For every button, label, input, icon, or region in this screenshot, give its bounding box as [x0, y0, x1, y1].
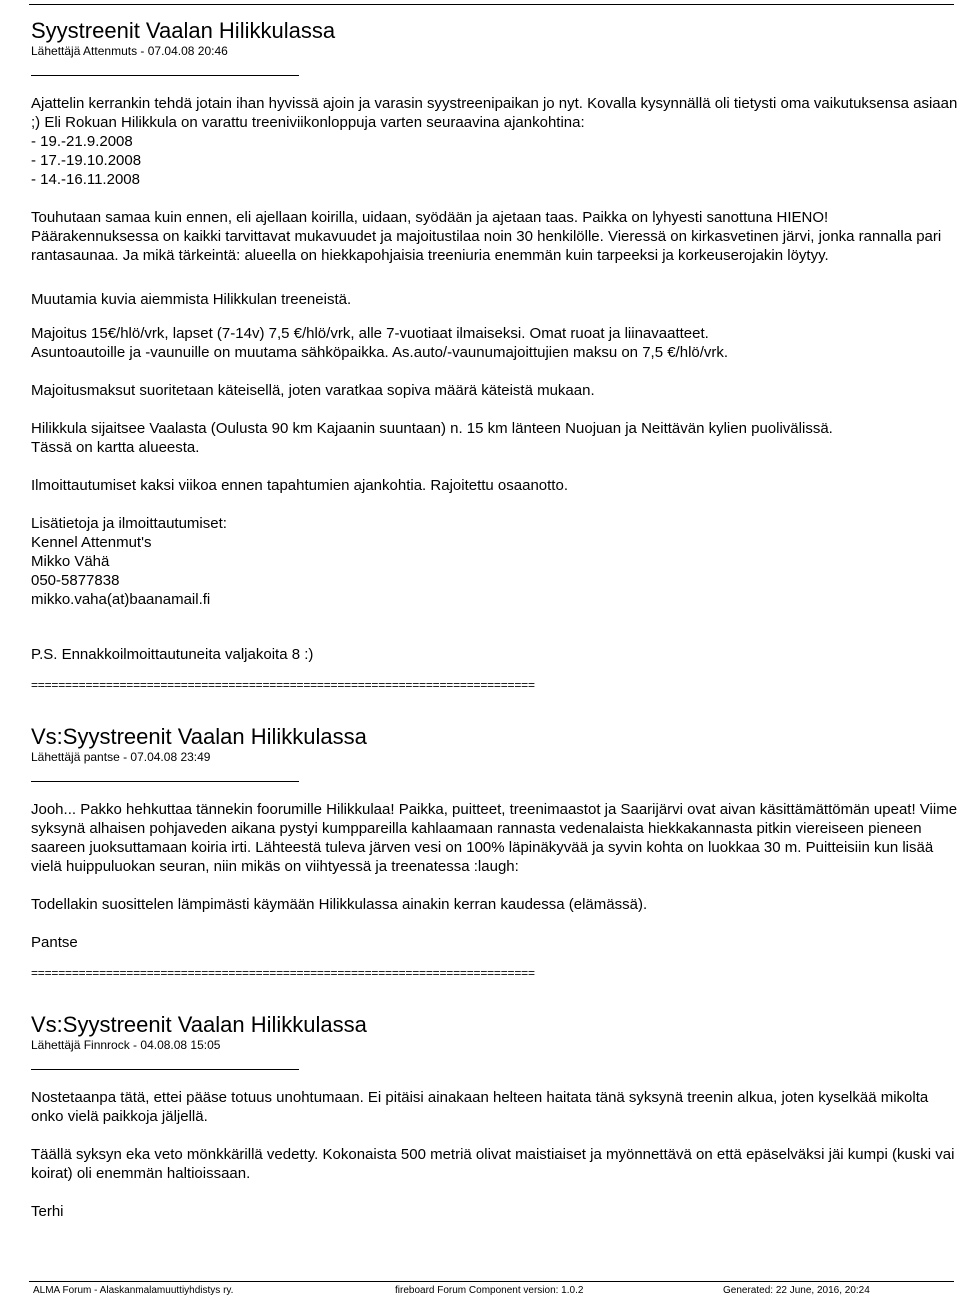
post-paragraph: Majoitusmaksut suoritetaan käteisellä, joten varatkaa sopiva määrä käteistä mukaan.	[31, 382, 595, 399]
post-separator: ==========================================================================	[31, 966, 535, 980]
post-divider	[31, 781, 299, 782]
post-paragraph: Lisätietoja ja ilmoittautumiset: Kennel Attenmut's Mikko Vähä 050-5877838 mikko.vaha(at)baanamail.fi	[31, 515, 227, 608]
post-paragraph: Touhutaan samaa kuin ennen, eli ajellaan koirilla, uidaan, syödään ja ajetaan taas. Paikka on lyhyesti sanottuna HIENO! Päärakennuksessa on kaikki tarvittavat mukavuudet ja majoitustilaa noin 30 henkilölle. Vieressä on kirkasvetinen järvi, jonka rannalla pari rantasaunaa. Ja mikä tärkeintä: alueella on hiekkapohjaisia treeniuria enemmän kuin tarpeeksi ja korkeuserojakin löytyy.	[31, 209, 942, 264]
post-paragraph: Täällä syksyn eka veto mönkkärillä vedetty. Kokonaista 500 metriä olivat maistiaiset ja myönnettävä on että epäselväksi jäi kumpi (kuski vai koirat) oli enemmän haltioissaan.	[31, 1146, 955, 1182]
post-title: Vs:Syystreenit Vaalan Hilikkulassa	[31, 1012, 367, 1037]
post-paragraph: Hilikkula sijaitsee Vaalasta (Oulusta 90 km Kajaanin suuntaan) n. 15 km länteen Nuojuan ja Neittävän kylien puolivälissä. Tässä on kartta alueesta.	[31, 420, 833, 456]
post-paragraph: P.S. Ennakkoilmoittautuneita valjakoita 8 :)	[31, 646, 314, 663]
post-paragraph: Ilmoittautumiset kaksi viikoa ennen tapahtumien ajankohtia. Rajoitettu osaanotto.	[31, 477, 568, 494]
post-separator: ==========================================================================	[31, 678, 535, 692]
post-paragraph: Majoitus 15€/hlö/vrk, lapset (7-14v) 7,5 €/hlö/vrk, alle 7-vuotiaat ilmaiseksi. Omat ruoat ja liinavaatteet. Asuntoautoille ja -vaunuille on muutama sähköpaikka. As.auto/-vaunumajoittujien maksu on 7,5 €/hlö/vrk.	[31, 325, 729, 361]
footer-generated-date: Generated: 22 June, 2016, 20:24	[723, 1285, 870, 1296]
post-meta: Lähettäjä pantse - 07.04.08 23:49	[31, 750, 211, 764]
post-paragraph: Terhi	[31, 1203, 64, 1220]
top-rule	[29, 4, 954, 5]
post-divider	[31, 75, 299, 76]
post-title: Vs:Syystreenit Vaalan Hilikkulassa	[31, 724, 367, 749]
page-footer	[29, 1281, 954, 1299]
post-title: Syystreenit Vaalan Hilikkulassa	[31, 18, 336, 43]
post	[31, 723, 960, 980]
post	[31, 17, 960, 692]
post-paragraph: Pantse	[31, 934, 78, 951]
post-paragraph: Ajattelin kerrankin tehdä jotain ihan hyvissä ajoin ja varasin syystreenipaikan jo nyt. Kovalla kysynnällä oli tietysti oma vaikutuksensa asiaan ;) Eli Rokuan Hilikkula on varattu treeniviikonloppuja varten seuraavina ajankohtina: - 19.-21.9.2008 - 17.-19.10.2008 - 14.-16.11.2008	[31, 95, 958, 188]
post-paragraph: Muutamia kuvia aiemmista Hilikkulan treeneistä.	[31, 291, 352, 308]
post-paragraph: Jooh... Pakko hehkuttaa tännekin foorumille Hilikkulaa! Paikka, puitteet, treenimaastot ja Saarijärvi ovat aivan käsittämättömän upeat! Viime syksynä alhaisen pohjaveden aikana pystyi kumppareilla kahlaamaan rannasta vedenalaista hiekkakannasta pitkin viereiseen pieneen saareen juoksuttamaan koiria irti. Lähteestä tuleva järven vesi on 100% läpinäkyvää ja syvin kohta on luokkaa 30 m. Puitteisiin kun lisää vielä huippuluokan seuran, niin mikäs on viihtyessä ja treenatessa :laugh:	[31, 801, 958, 875]
post-meta: Lähettäjä Attenmuts - 07.04.08 20:46	[31, 44, 228, 58]
forum-thread	[31, 17, 960, 1221]
post-divider	[31, 1069, 299, 1070]
footer-component-version: fireboard Forum Component version: 1.0.2	[395, 1285, 584, 1296]
post	[31, 1011, 960, 1221]
post-paragraph: Todellakin suosittelen lämpimästi käymään Hilikkulassa ainakin kerran kaudessa (elämässä).	[31, 896, 648, 913]
footer-site-name: ALMA Forum - Alaskanmalamuuttiyhdistys ry.	[33, 1285, 234, 1296]
post-meta: Lähettäjä Finnrock - 04.08.08 15:05	[31, 1038, 221, 1052]
post-paragraph: Nostetaanpa tätä, ettei pääse totuus unohtumaan. Ei pitäisi ainakaan helteen haitata tänä syksynä treenin alkua, joten kyselkää mikolta onko vielä paikkoja jäljellä.	[31, 1089, 929, 1125]
